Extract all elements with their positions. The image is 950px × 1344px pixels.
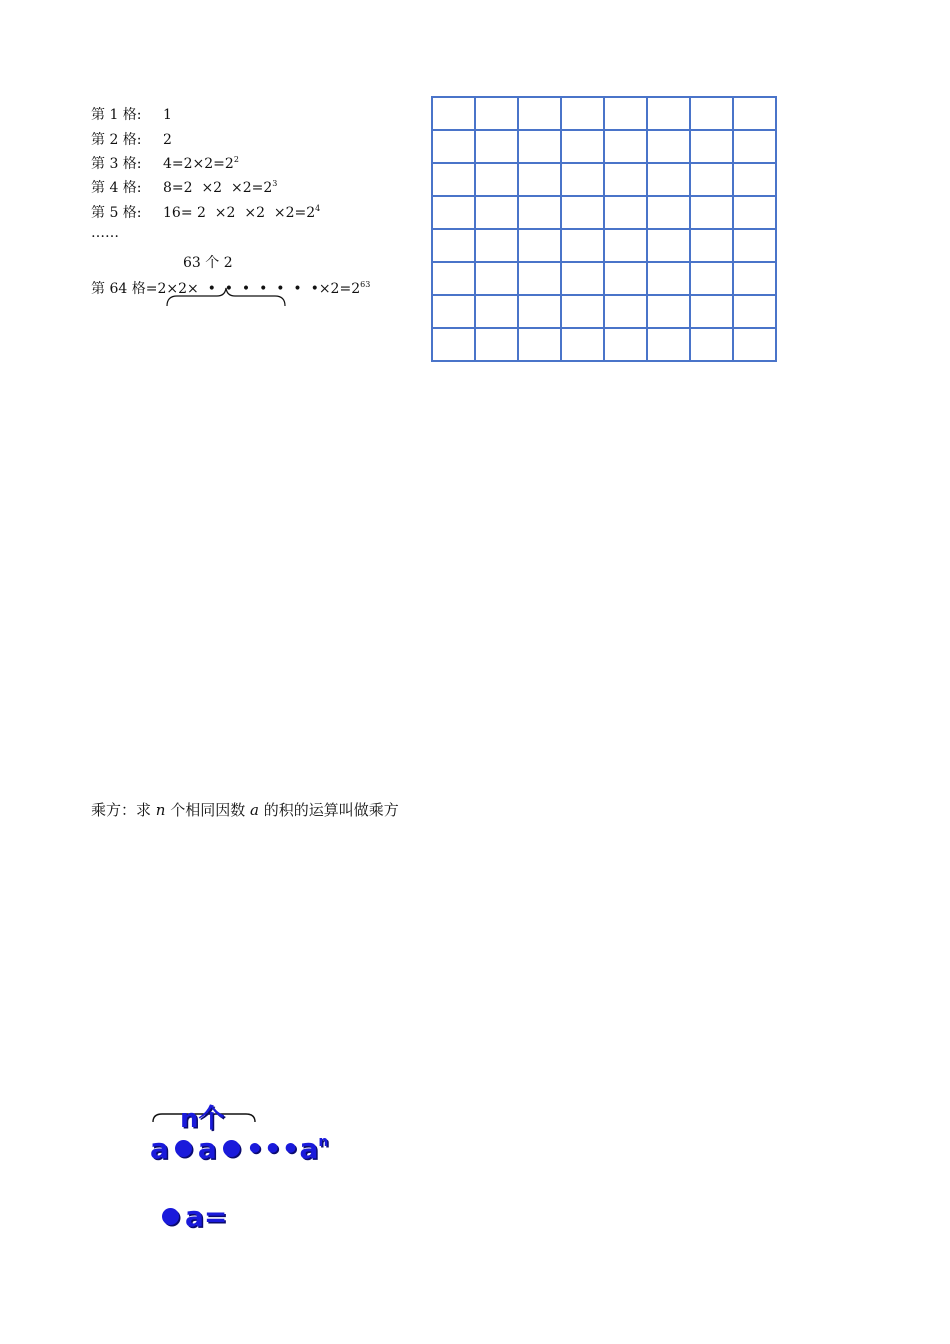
cell-line-2 — [91, 129, 172, 149]
cell-exponent: 2 — [233, 155, 239, 164]
cell-exponent: 63 — [360, 280, 371, 289]
dot-operator-icon — [175, 1140, 192, 1157]
var-n: n — [155, 801, 166, 819]
formula-a: a — [150, 1132, 169, 1165]
cell-label: 第 1 格: — [91, 107, 142, 123]
chessboard-grid — [431, 96, 777, 362]
cell-expr: 16= 2 ×2 ×2 ×2=2 — [163, 205, 316, 221]
dot-operator-icon — [223, 1140, 240, 1157]
formula-a: a — [299, 1132, 319, 1165]
cell-expr: 2 — [163, 132, 172, 148]
cell-exponent: 3 — [272, 179, 278, 188]
cell-line-3 — [91, 153, 239, 173]
cell-label: 第 5 格: — [91, 205, 142, 221]
cell-expr: 第 64 格=2×2× • • • • • • •×2=2 — [91, 281, 361, 297]
var-a: a — [250, 801, 259, 819]
cell-label: 第 2 格: — [91, 132, 142, 148]
brace-label: 63 个 2 — [183, 255, 233, 271]
formula-dots: ••• — [245, 1132, 300, 1165]
ellipsis: …… — [91, 225, 119, 241]
cell-line-1 — [91, 104, 172, 124]
formula-line-2 — [156, 1200, 227, 1233]
definition: 乘方：求 n 个相同因数 a 的积的运算叫做乘方 — [91, 801, 399, 819]
cell-line-4 — [91, 177, 277, 197]
formula-a: a — [197, 1132, 217, 1165]
underbrace — [165, 286, 287, 308]
formula-line-1 — [150, 1132, 328, 1165]
cell-expr: 8=2 ×2 ×2=2 — [163, 180, 273, 196]
cell-label: 第 4 格: — [91, 180, 142, 196]
cell-expr: 1 — [163, 107, 172, 123]
cell-label: 第 3 格: — [91, 156, 142, 172]
formula-exponent: n — [318, 1134, 329, 1150]
dot-operator-icon — [162, 1208, 179, 1225]
formula-top-label: n个 — [180, 1104, 225, 1134]
cell-line-5 — [91, 202, 320, 222]
cell-expr: 4=2×2=2 — [163, 156, 234, 172]
formula-a-equals: a= — [185, 1200, 228, 1233]
cell-exponent: 4 — [315, 204, 321, 213]
